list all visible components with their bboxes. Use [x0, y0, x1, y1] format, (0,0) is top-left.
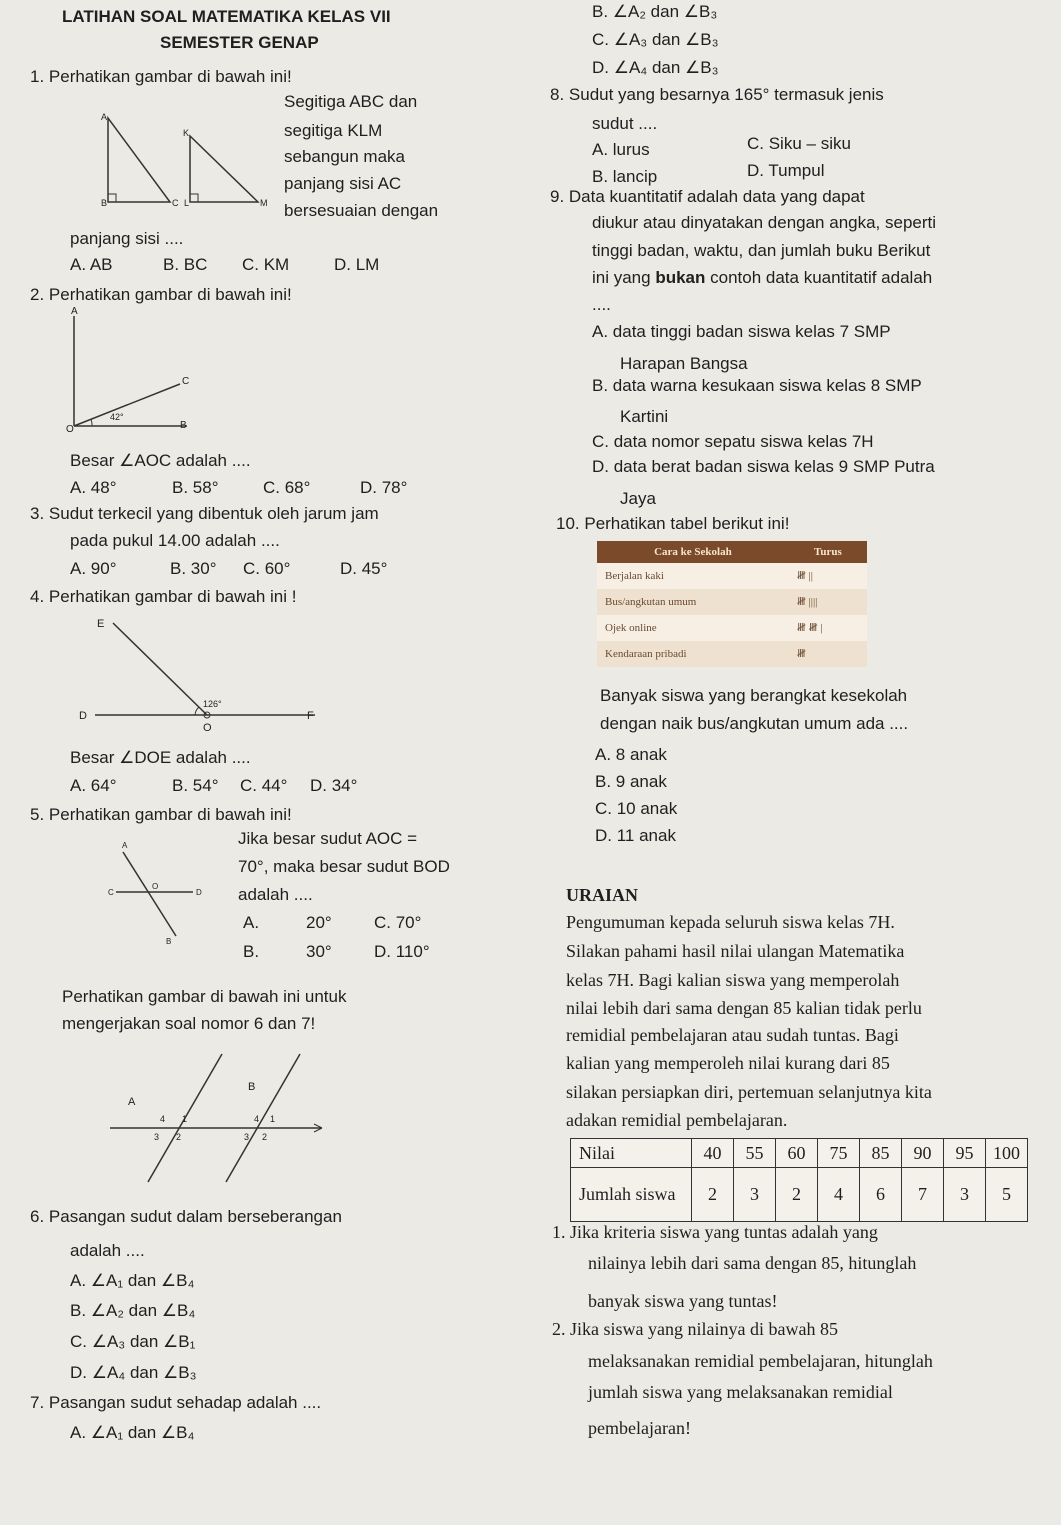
label-d: D	[196, 888, 202, 897]
q6-cont: adalah ....	[70, 1241, 145, 1260]
q1-side-line-2: segitiga KLM	[284, 121, 383, 140]
q7-stem: 7. Pasangan sudut sehadap adalah ....	[30, 1393, 322, 1412]
q9-option-b-cont: Kartini	[620, 407, 669, 426]
tally-table	[597, 541, 867, 667]
label-b1: 1	[270, 1114, 276, 1124]
jumlah-cell: 2	[776, 1168, 818, 1222]
label-a: A	[122, 841, 128, 850]
q9-line-1: 9. Data kuantitatif adalah data yang dapat	[550, 187, 865, 206]
q10-option-d: D. 11 anak	[595, 826, 676, 845]
q9-line-4-post: contoh data kuantitatif adalah	[705, 268, 933, 287]
tally-header-turus: Turus	[789, 541, 867, 563]
q1-side-line-5: bersesuaian dengan	[284, 201, 439, 220]
q4-angle-figure	[75, 615, 335, 734]
q3-option-c: C. 60°	[243, 559, 291, 578]
nilai-cell: 100	[986, 1139, 1028, 1168]
label-o: O	[152, 882, 159, 891]
nilai-cell: 75	[818, 1139, 860, 1168]
label-c: C	[172, 198, 179, 208]
q6-option-d: D. ∠A₄ dan ∠B₃	[70, 1363, 197, 1382]
label-d: D	[79, 710, 87, 722]
q4-option-b: B. 54°	[172, 776, 219, 795]
parallel-lines-figure	[110, 1050, 335, 1190]
q9-line-4-bold: bukan	[655, 268, 706, 287]
q3-stem: 3. Sudut terkecil yang dibentuk oleh jarum jam	[30, 504, 379, 523]
tally-cell: 𝍸 ||||	[789, 589, 867, 615]
uraian-paragraph-5: remidial pembelajaran atau sudah tuntas. Bagi	[566, 1025, 899, 1045]
q1-option-c: C. KM	[242, 255, 290, 274]
q9-line-4	[592, 269, 932, 288]
q1-triangles-figure	[98, 110, 273, 215]
label-a: A	[128, 1096, 136, 1108]
label-angle-42: 42°	[110, 412, 124, 422]
q10-option-c: C. 10 anak	[595, 799, 678, 818]
label-o: O	[66, 424, 74, 435]
q9-line-4-pre: ini yang	[592, 268, 656, 287]
q4-option-c: C. 44°	[240, 776, 288, 795]
nilai-cell: 60	[776, 1139, 818, 1168]
nilai-table	[570, 1138, 1028, 1222]
label-b2: 2	[262, 1132, 268, 1142]
jumlah-cell: 3	[734, 1168, 776, 1222]
q5-option-a-value: 20°	[306, 913, 332, 932]
q3-option-a: A. 90°	[70, 559, 117, 578]
table-row	[597, 563, 867, 589]
q1-option-a: A. AB	[70, 255, 113, 274]
table-row	[597, 641, 867, 667]
q3-option-d: D. 45°	[340, 559, 388, 578]
nilai-cell: 85	[860, 1139, 902, 1168]
q4-question: Besar ∠DOE adalah ....	[70, 748, 251, 767]
q5-option-c: C. 70°	[374, 913, 422, 932]
uraian-paragraph-3: kelas 7H. Bagi kalian siswa yang memperolah	[566, 970, 900, 990]
q9-line-2: diukur atau dinyatakan dengan angka, seperti	[592, 213, 937, 232]
label-o: O	[203, 722, 212, 734]
q5-side-line-2: 70°, maka besar sudut BOD	[238, 857, 450, 876]
uraian-q1-line-1: 1. Jika kriteria siswa yang tuntas adalah yang	[552, 1222, 878, 1242]
nilai-cell: 90	[902, 1139, 944, 1168]
q10-stem: 10. Perhatikan tabel berikut ini!	[556, 514, 790, 533]
label-e: E	[97, 618, 105, 630]
q9-ellipsis: ....	[592, 295, 611, 314]
q5-lines-figure	[108, 836, 218, 951]
tally-cell: 𝍸 𝍸 |	[789, 615, 867, 641]
label-b4: 4	[254, 1114, 260, 1124]
uraian-q2-line-1: 2. Jika siswa yang nilainya di bawah 85	[552, 1319, 838, 1339]
q9-option-a: A. data tinggi badan siswa kelas 7 SMP	[592, 322, 891, 341]
jumlah-cell: 6	[860, 1168, 902, 1222]
q6-option-c: C. ∠A₃ dan ∠B₁	[70, 1332, 196, 1351]
label-b: B	[166, 937, 172, 946]
label-k: K	[183, 128, 190, 138]
q10-question-2: dengan naik bus/angkutan umum ada ....	[600, 714, 909, 733]
q3-option-b: B. 30°	[170, 559, 217, 578]
q7-option-a: A. ∠A₁ dan ∠B₄	[70, 1423, 195, 1442]
jumlah-cell: 2	[692, 1168, 734, 1222]
uraian-paragraph-7: silakan persiapkan diri, pertemuan selanjutnya kita	[566, 1082, 932, 1102]
tally-cell: Berjalan kaki	[597, 563, 789, 589]
uraian-paragraph-6: kalian yang memperoleh nilai kurang dari 85	[566, 1053, 890, 1073]
q1-cont: panjang sisi ....	[70, 229, 184, 248]
uraian-paragraph-2: Silakan pahami hasil nilai ulangan Matematika	[566, 941, 905, 961]
table-row	[597, 615, 867, 641]
q10-question-1: Banyak siswa yang berangkat kesekolah	[600, 686, 908, 705]
q6-option-a: A. ∠A₁ dan ∠B₄	[70, 1271, 195, 1290]
label-b3: 3	[244, 1132, 250, 1142]
label-f: F	[307, 710, 314, 722]
q2-option-d: D. 78°	[360, 478, 408, 497]
q4-option-d: D. 34°	[310, 776, 358, 795]
jumlah-cell: 3	[944, 1168, 986, 1222]
q1-side-line-3: sebangun maka	[284, 147, 405, 166]
header-title: LATIHAN SOAL MATEMATIKA KELAS VII	[62, 7, 391, 26]
q5-lines-svg	[108, 836, 218, 946]
jumlah-cell: 7	[902, 1168, 944, 1222]
q8-option-d: D. Tumpul	[747, 161, 825, 180]
jumlah-cell: 5	[986, 1168, 1028, 1222]
label-angle-126: 126°	[203, 699, 222, 709]
q9-option-d-cont: Jaya	[620, 489, 656, 508]
uraian-paragraph-1: Pengumuman kepada seluruh siswa kelas 7H.	[566, 912, 895, 932]
table-row	[571, 1139, 1028, 1168]
q2-question: Besar ∠AOC adalah ....	[70, 451, 251, 470]
q9-option-d: D. data berat badan siswa kelas 9 SMP Putra	[592, 457, 935, 476]
q9-option-b: B. data warna kesukaan siswa kelas 8 SMP	[592, 376, 922, 395]
label-b: B	[180, 420, 187, 431]
uraian-q2-line-3: jumlah siswa yang melaksanakan remidial	[588, 1382, 893, 1402]
q4-stem: 4. Perhatikan gambar di bawah ini !	[30, 587, 297, 606]
label-b: B	[248, 1081, 256, 1093]
label-l: L	[184, 198, 190, 208]
uraian-title: URAIAN	[566, 885, 638, 905]
q67-intro-1: Perhatikan gambar di bawah ini untuk	[62, 987, 347, 1006]
q8-option-c: C. Siku – siku	[747, 134, 851, 153]
tally-cell: Bus/angkutan umum	[597, 589, 789, 615]
label-a: A	[101, 112, 108, 122]
q5-side-line-1: Jika besar sudut AOC =	[238, 829, 418, 848]
jumlah-row-label: Jumlah siswa	[571, 1168, 692, 1222]
parallel-lines-svg	[110, 1050, 335, 1185]
q1-option-b: B. BC	[163, 255, 208, 274]
label-a2: 2	[176, 1132, 182, 1142]
q8-cont: sudut ....	[592, 114, 658, 133]
q2-angle-svg	[62, 308, 202, 433]
q2-stem: 2. Perhatikan gambar di bawah ini!	[30, 285, 292, 304]
q7-option-c: C. ∠A₃ dan ∠B₃	[592, 30, 719, 49]
uraian-paragraph-4: nilai lebih dari sama dengan 85 kalian tidak perlu	[566, 998, 922, 1018]
tally-cell: 𝍸	[789, 641, 867, 667]
q3-cont: pada pukul 14.00 adalah ....	[70, 531, 280, 550]
q67-intro-2: mengerjakan soal nomor 6 dan 7!	[62, 1014, 316, 1033]
tally-header-cara: Cara ke Sekolah	[597, 541, 789, 563]
uraian-q1-line-2: nilainya lebih dari sama dengan 85, hitunglah	[588, 1253, 917, 1273]
q5-option-b-value: 30°	[306, 942, 332, 961]
q5-option-d: D. 110°	[374, 942, 430, 961]
q7-option-b: B. ∠A₂ dan ∠B₃	[592, 2, 718, 21]
uraian-q2-line-4: pembelajaran!	[588, 1418, 691, 1438]
q8-option-a: A. lurus	[592, 140, 650, 159]
q6-stem: 6. Pasangan sudut dalam berseberangan	[30, 1207, 342, 1226]
nilai-cell: 95	[944, 1139, 986, 1168]
q2-option-a: A. 48°	[70, 478, 117, 497]
q10-option-b: B. 9 anak	[595, 772, 667, 791]
q9-option-c: C. data nomor sepatu siswa kelas 7H	[592, 432, 874, 451]
uraian-q2-line-2: melaksanakan remidial pembelajaran, hitunglah	[588, 1351, 933, 1371]
uraian-paragraph-8: adakan remidial pembelajaran.	[566, 1110, 788, 1130]
nilai-cell: 55	[734, 1139, 776, 1168]
label-c: C	[108, 888, 114, 897]
nilai-cell: 40	[692, 1139, 734, 1168]
q5-option-a-label: A.	[243, 913, 260, 932]
q1-stem: 1. Perhatikan gambar di bawah ini!	[30, 67, 292, 86]
label-a1: 1	[182, 1114, 188, 1124]
q4-angle-svg	[75, 615, 335, 734]
q2-angle-figure	[62, 308, 202, 438]
table-row	[571, 1168, 1028, 1222]
q9-option-a-cont: Harapan Bangsa	[620, 354, 748, 373]
label-a3: 3	[154, 1132, 160, 1142]
label-a: A	[71, 306, 78, 317]
label-m: M	[260, 198, 268, 208]
q2-option-c: C. 68°	[263, 478, 311, 497]
q1-side-line-1: Segitiga ABC dan	[284, 92, 418, 111]
nilai-row-label: Nilai	[571, 1139, 692, 1168]
label-c: C	[182, 376, 190, 387]
label-b: B	[101, 198, 108, 208]
q5-side-line-3: adalah ....	[238, 885, 313, 904]
q8-stem: 8. Sudut yang besarnya 165° termasuk jenis	[550, 85, 884, 104]
header-semester: SEMESTER GENAP	[160, 33, 319, 52]
q1-option-d: D. LM	[334, 255, 380, 274]
q8-option-b: B. lancip	[592, 167, 658, 186]
tally-cell: 𝍸 ||	[789, 563, 867, 589]
q5-stem: 5. Perhatikan gambar di bawah ini!	[30, 805, 292, 824]
q4-option-a: A. 64°	[70, 776, 117, 795]
uraian-q1-line-3: banyak siswa yang tuntas!	[588, 1291, 778, 1311]
tally-cell: Ojek online	[597, 615, 789, 641]
q1-triangles-svg	[98, 110, 273, 210]
q7-option-d: D. ∠A₄ dan ∠B₃	[592, 58, 719, 77]
tally-cell: Kendaraan pribadi	[597, 641, 789, 667]
q1-side-line-4: panjang sisi AC	[284, 174, 402, 193]
q9-line-3: tinggi badan, waktu, dan jumlah buku Berikut	[592, 241, 931, 260]
tally-header-row	[597, 541, 867, 563]
label-a4: 4	[160, 1114, 166, 1124]
q5-option-b-label: B.	[243, 942, 260, 961]
table-row	[597, 589, 867, 615]
q10-option-a: A. 8 anak	[595, 745, 667, 764]
jumlah-cell: 4	[818, 1168, 860, 1222]
q6-option-b: B. ∠A₂ dan ∠B₄	[70, 1301, 196, 1320]
q2-option-b: B. 58°	[172, 478, 219, 497]
